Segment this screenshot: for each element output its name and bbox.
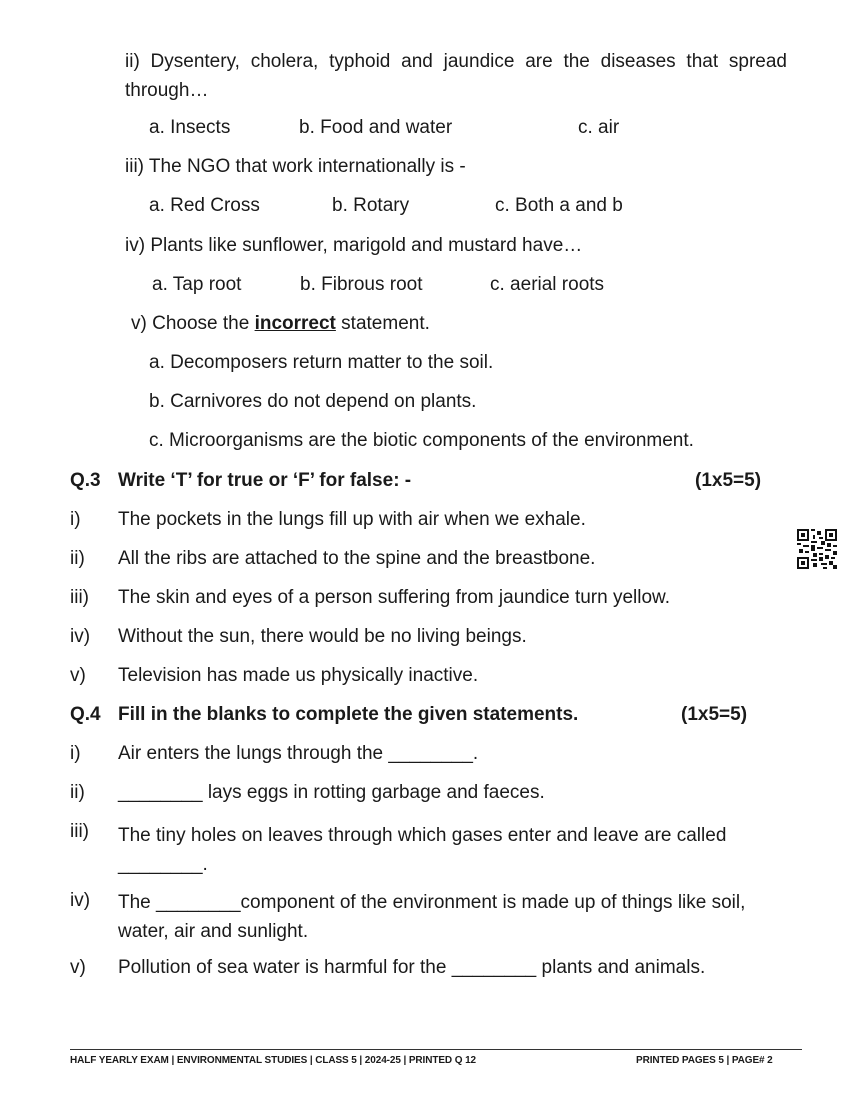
q2-v-prefix: v) Choose the (131, 313, 255, 334)
q2-v-option-a: a. Decomposers return matter to the soil. (149, 352, 494, 373)
q2-iii-option-c: c. Both a and b (495, 195, 623, 216)
q3-item-5-roman: v) (70, 665, 86, 686)
q4-item-5-roman: v) (70, 957, 86, 978)
footer-right: PRINTED PAGES 5 | PAGE# 2 (636, 1055, 773, 1066)
q4-title: Fill in the blanks to complete the given statements. (118, 704, 579, 725)
q4-item-4-roman: iv) (70, 890, 91, 911)
q3-number: Q.3 (70, 470, 101, 491)
q4-item-2-roman: ii) (70, 782, 85, 803)
q2-ii-option-a: a. Insects (149, 117, 231, 138)
qr-code-icon (797, 529, 837, 569)
q2-ii-question: ii) Dysentery, cholera, typhoid and jaundice are the diseases that spread through… (125, 51, 787, 101)
q2-v-option-b: b. Carnivores do not depend on plants. (149, 391, 477, 412)
q4-marks: (1x5=5) (681, 704, 748, 725)
q3-item-3-text: The skin and eyes of a person suffering from jaundice turn yellow. (118, 587, 671, 608)
q4-item-1-text: Air enters the lungs through the ________. (118, 743, 479, 764)
q2-iii-question: iii) The NGO that work internationally is - (125, 156, 466, 177)
q4-item-1-roman: i) (70, 743, 81, 764)
q2-ii-option-b: b. Food and water (299, 117, 453, 138)
q3-item-2-roman: ii) (70, 548, 85, 569)
q2-v-question (131, 313, 430, 335)
q2-ii-option-c: c. air (578, 117, 620, 138)
q2-v-emphasis: incorrect (254, 313, 336, 334)
q2-v-option-c: c. Microorganisms are the biotic components of the environment. (149, 430, 694, 451)
q3-item-5-text: Television has made us physically inactive. (118, 665, 479, 686)
q4-item-2-text: ________ lays eggs in rotting garbage and faeces. (118, 782, 545, 803)
q4-item-5-text: Pollution of sea water is harmful for the ________ plants and animals. (118, 957, 706, 978)
q2-iii-option-a: a. Red Cross (149, 195, 260, 216)
q2-iii-option-b: b. Rotary (332, 195, 410, 216)
q4-item-3-roman: iii) (70, 821, 89, 842)
q3-item-2-text: All the ribs are attached to the spine and the breastbone. (118, 548, 596, 569)
q3-title: Write ‘T’ for true or ‘F’ for false: - (118, 470, 412, 491)
q3-item-3-roman: iii) (70, 587, 89, 608)
q4-item-4-text: The ________component of the environment is made up of things like soil, water, air and sunlight. (118, 892, 746, 942)
q4-item-3-text: The tiny holes on leaves through which gases enter and leave are called ________. (118, 825, 727, 875)
q2-iv-option-a: a. Tap root (152, 274, 242, 295)
q3-item-4-text: Without the sun, there would be no living beings. (118, 626, 527, 647)
q2-iv-question: iv) Plants like sunflower, marigold and mustard have… (125, 235, 583, 256)
footer-left: HALF YEARLY EXAM | ENVIRONMENTAL STUDIES | CLASS 5 | 2024-25 | PRINTED Q 12 (70, 1055, 477, 1066)
q2-iv-option-c: c. aerial roots (490, 274, 605, 295)
q3-item-1-roman: i) (70, 509, 81, 530)
q3-item-4-roman: iv) (70, 626, 91, 647)
footer-divider (70, 1049, 802, 1050)
q3-marks: (1x5=5) (695, 470, 762, 491)
q3-item-1-text: The pockets in the lungs fill up with air when we exhale. (118, 509, 586, 530)
q4-number: Q.4 (70, 704, 101, 725)
q2-v-suffix: statement. (335, 313, 430, 334)
q2-iv-option-b: b. Fibrous root (300, 274, 423, 295)
